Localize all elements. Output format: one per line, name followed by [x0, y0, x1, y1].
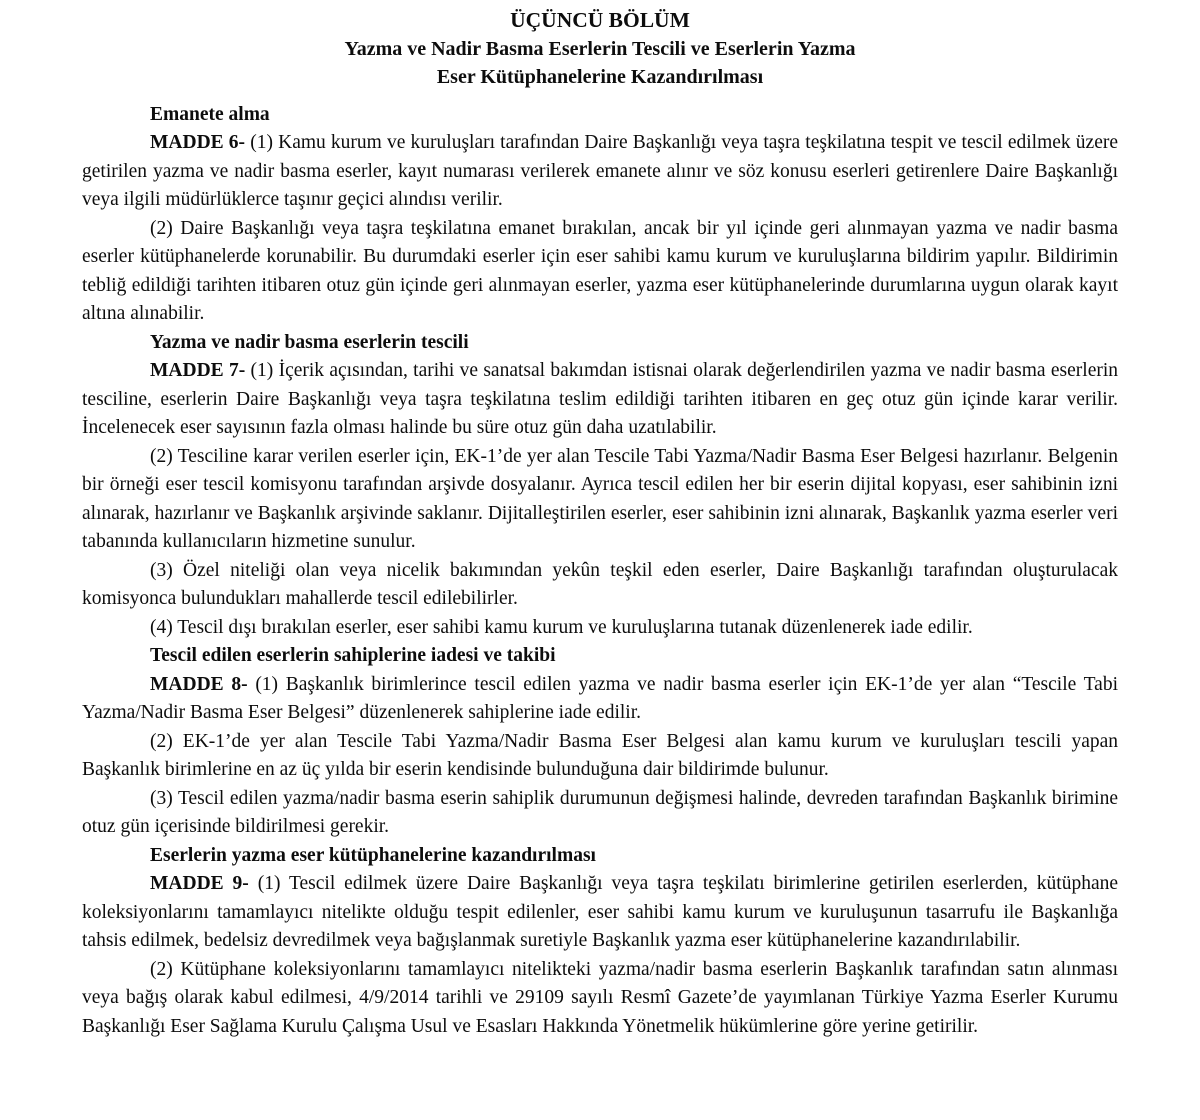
section-heading: Emanete alma: [150, 103, 270, 125]
chapter-subtitle-line2: Eser Kütüphanelerine Kazandırılması: [436, 66, 764, 88]
paragraph-lead: MADDE 7-: [150, 360, 246, 381]
paragraph-text: (1) İçerik açısından, tarihi ve sanatsal bakımdan istisnai olarak değerlendirilen yazma ve nadir basma eserlerin tesciline, eserlerin Daire Başkanlığı veya taşra teşkilatına teslim edildiği tarihten itibaren en geç otuz gün içinde karar verilir. İncelenecek eser sayısının fazla olması halinde bu süre otuz gün daha uzatılabilir.: [82, 360, 1119, 438]
paragraph: [82, 357, 1118, 443]
paragraph-text: (3) Tescil edilen yazma/nadir basma eserin sahiplik durumunun değişmesi halinde, devreden tarafından Başkanlık birimine otuz gün içerisinde bildirilmesi gerekir.: [82, 787, 1118, 837]
paragraph: [82, 557, 1118, 614]
paragraph-text: (2) Kütüphane koleksiyonlarını tamamlayıcı nitelikteki yazma/nadir basma eserlerin Başkanlık tarafından satın alınması veya bağış olarak kabul edilmesi, 4/9/2014 tarihli ve 29109 sayılı Resmî Gazete’de yayımlanan Türkiye Yazma Eserler Kurumu Başkanlığı Eser Sağlama Kurulu Çalışma Usul ve Esasları Hakkında Yönetmelik hükümlerine göre yerine getirilir.: [82, 958, 1118, 1037]
paragraph: [82, 614, 1118, 643]
paragraph-lead: MADDE 8-: [150, 673, 248, 695]
paragraph-text: (2) EK-1’de yer alan Tescile Tabi Yazma/Nadir Basma Eser Belgesi alan kamu kurum ve kuruluşları tescili yapan Başkanlık birimlerine en az üç yılda bir eserin kendisinde bulunduğuna dair bildirimde bulunur.: [82, 730, 1118, 780]
paragraph: [82, 129, 1118, 215]
paragraph: [82, 870, 1118, 956]
section-heading: Yazma ve nadir basma eserlerin tescili: [150, 331, 469, 353]
section-heading: Tescil edilen eserlerin sahiplerine iadesi ve takibi: [150, 645, 556, 666]
paragraph-text: (3) Özel niteliği olan veya nicelik bakımından yekûn teşkil eden eserler, Daire Başkanlığı tarafından oluşturulacak komisyonca bulundukları mahallerde tescil edilebilirler.: [82, 559, 1118, 609]
paragraph: [82, 443, 1118, 557]
paragraph-text: (1) Kamu kurum ve kuruluşları tarafından Daire Başkanlığı veya taşra teşkilatına tespit ve tescil edilmek üzere getirilen yazma ve nadir basma eserler, kayıt numarası verilerek emanete alınır ve söz konusu eserleri getirenlere Daire Başkanlığı veya ilgili müdürlüklerce taşınır geçici alındısı verilir.: [82, 132, 1119, 210]
paragraph: [82, 785, 1118, 842]
paragraph-text: (2) Daire Başkanlığı veya taşra teşkilatına emanet bırakılan, ancak bir yıl içinde geri alınmayan yazma ve nadir basma eserler kütüphanelerde korunabilir. Bu durumdaki eserler için eser sahibi kamu kurum ve kuruluşlarına bildirim yapılır. Bildirimin tebliğ edildiği tarihten itibaren otuz gün içinde geri alınmayan eserler, yazma eser kütüphanelerinde durumlarına uygun olarak kayıt altına alınabilir.: [82, 217, 1118, 324]
document-body: [82, 101, 1118, 1042]
chapter-heading: ÜÇÜNCÜ BÖLÜM: [510, 8, 690, 32]
paragraph: [82, 956, 1118, 1042]
paragraph-text: (1) Tescil edilmek üzere Daire Başkanlığı veya taşra teşkilatı birimlerine getirilen eserlerden, kütüphane koleksiyonlarını tamamlayıcı nitelikte olduğu tespit edilenler, eser sahibi kamu kurum ve kuruluşunun tasarrufu ile Başkanlığa tahsis edilmek, bedelsiz devredilmek veya bağışlanmak suretiyle Başkanlık yazma eser kütüphanelerine kazandırılabilir.: [82, 873, 1119, 951]
paragraph-lead: MADDE 6-: [150, 132, 246, 153]
paragraph-text: (4) Tescil dışı bırakılan eserler, eser sahibi kamu kurum ve kuruluşlarına tutanak düzenlenerek iade edilir.: [150, 616, 973, 638]
paragraph-text: (2) Tesciline karar verilen eserler için, EK-1’de yer alan Tescile Tabi Yazma/Nadir Basma Eser Belgesi hazırlanır. Belgenin bir örneği eser tescil komisyonu tarafından arşivde dosyalanır. Ayrıca tescil edilen her bir eserin dijital kopyası, eser sahibinin izni alınarak, hazırlanır ve Başkanlık arşivinde saklanır. Dijitalleştirilen eserler, eser sahibinin izni alınarak, Başkanlık yazma eserler veri tabanında kullanıcıların hizmetine sunulur.: [82, 445, 1118, 552]
paragraph: [82, 215, 1118, 329]
chapter-subtitle-line1: Yazma ve Nadir Basma Eserlerin Tescili ve Eserlerin Yazma: [344, 37, 856, 60]
section-heading: Eserlerin yazma eser kütüphanelerine kazandırılması: [150, 844, 596, 866]
paragraph: [82, 728, 1118, 785]
paragraph: [82, 671, 1118, 728]
paragraph-text: (1) Başkanlık birimlerince tescil edilen yazma ve nadir basma eserler için EK-1’de yer alan “Tescile Tabi Yazma/Nadir Basma Eser Belgesi” düzenlenerek sahiplerine iade edilir.: [82, 673, 1119, 723]
paragraph-lead: MADDE 9-: [150, 873, 249, 894]
